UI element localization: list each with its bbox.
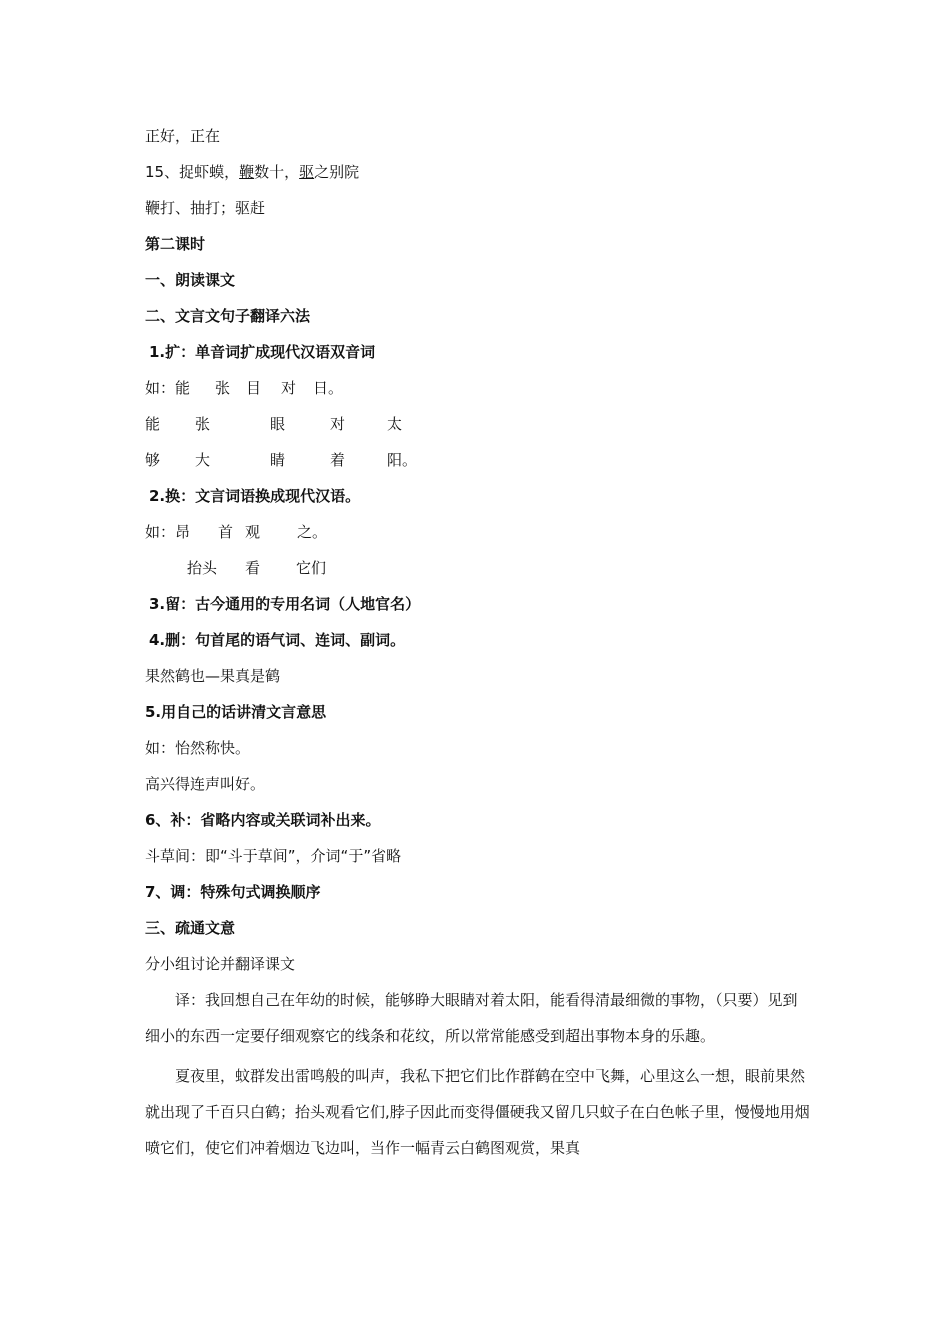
example-cell: 张 [215,379,231,397]
example-cell: 如：昂 [145,523,191,541]
example-cell: 着 [330,451,346,469]
section-heading: 三、疏通文意 [145,919,236,937]
example-cell: 能 [145,415,161,433]
text-fragment: 数十， [254,163,300,181]
method-heading: 7、调：特殊句式调换顺序 [145,883,321,901]
text-line-example-15 [145,154,810,190]
example-row [145,514,810,550]
example-cell: 阳。 [387,451,418,469]
underlined-word: 驱 [299,163,315,181]
text-fragment: 15、捉虾蟆， [145,163,240,181]
example-cell: 看 [245,559,261,577]
example-cell: 对 [330,415,346,433]
example-row [145,370,810,406]
text-line: 果然鹤也—果真是鹤 [145,667,281,685]
translation-paragraph [145,1058,810,1166]
example-cell: 抬头 [187,559,218,577]
method-heading: 2.换：文言词语换成现代汉语。 [149,487,361,505]
section-heading: 第二课时 [145,235,206,253]
method-heading: 1.扩：单音词扩成现代汉语双音词 [149,343,376,361]
text-line: 正好，正在 [145,127,221,145]
underlined-word: 鞭 [239,163,255,181]
text-line: 鞭打、抽打；驱赶 [145,199,266,217]
example-cell: 太 [387,415,403,433]
example-row [145,550,810,586]
example-cell: 睛 [270,451,286,469]
section-heading: 二、文言文句子翻译六法 [145,307,311,325]
example-cell: 目 [246,379,262,397]
text-line: 如：怡然称快。 [145,739,251,757]
example-cell: 对 [281,379,297,397]
text-fragment: 之别院 [314,163,360,181]
text-line: 分小组讨论并翻译课文 [145,955,296,973]
example-cell: 够 [145,451,161,469]
example-cell: 张 [195,415,211,433]
paragraph-text: 译：我回想自己在年幼的时候，能够睁大眼睛对着太阳，能看得清最细微的事物，（只要）见到细小的东西一定要仔细观察它的线条和花纹，所以常常能感受到超出事物本身的乐趣。 [145,991,798,1045]
section-heading: 一、朗读课文 [145,271,236,289]
example-cell: 眼 [270,415,286,433]
paragraph-text: 夏夜里，蚊群发出雷鸣般的叫声，我私下把它们比作群鹤在空中飞舞，心里这么一想，眼前果然就出现了千百只白鹤；抬头观看它们,脖子因此而变得僵硬我又留几只蚊子在白色帐子里，慢慢地用烟喷它们，使它们冲着烟边飞边叫，当作一幅青云白鹤图观赏，果真 [145,1067,810,1157]
text-line: 斗草间：即“斗于草间”，介词“于”省略 [145,847,402,865]
example-cell: 首 [218,523,234,541]
example-cell: 大 [195,451,211,469]
example-cell: 观 [245,523,261,541]
example-cell: 它们 [296,559,327,577]
document-page [145,118,810,1166]
method-heading: 4.删：句首尾的语气词、连词、副词。 [149,631,406,649]
example-row [145,406,810,442]
example-cell: 日。 [313,379,344,397]
example-row [145,442,810,478]
text-line: 高兴得连声叫好。 [145,775,266,793]
method-heading: 5.用自己的话讲清文言意思 [145,703,327,721]
method-heading: 3.留：古今通用的专用名词（人地官名） [149,595,421,613]
example-cell: 之。 [297,523,328,541]
translation-paragraph [145,982,810,1054]
method-heading: 6、补：省略内容或关联词补出来。 [145,811,381,829]
example-cell: 如：能 [145,379,191,397]
